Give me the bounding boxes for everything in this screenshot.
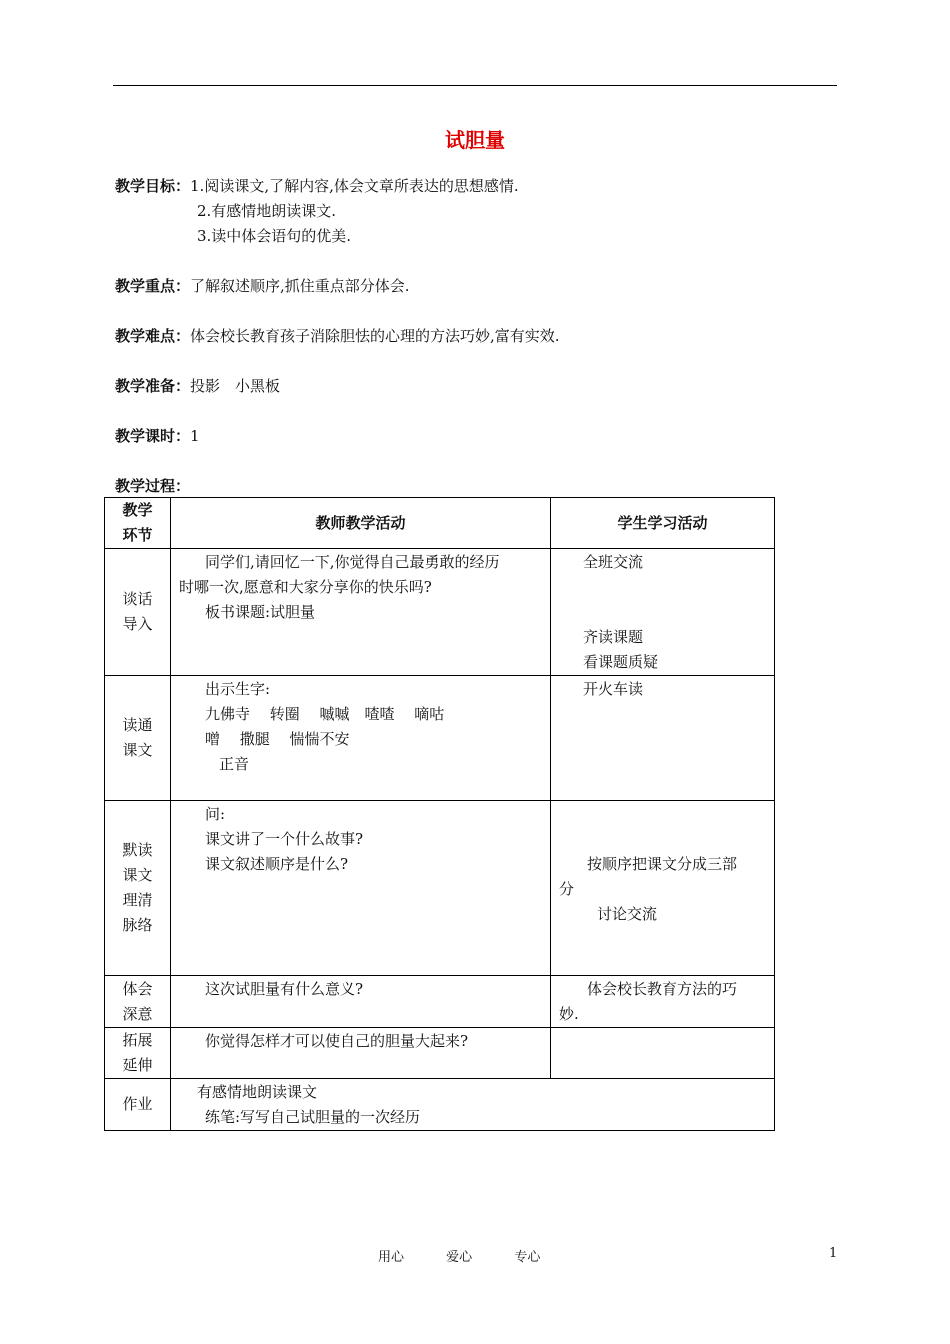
stage-text: 体会 (122, 979, 153, 998)
teacher-text: 噌 撒腿 惴惴不安 (205, 730, 350, 748)
stage-text: 导入 (122, 615, 153, 633)
goal-item-3: 3.读中体会语句的优美. (197, 227, 352, 245)
homework-text: 有感情地朗读课文 (197, 1083, 318, 1101)
goals-line (115, 174, 519, 199)
teacher-text: 你觉得怎样才可以使自己的胆量大起来? (205, 1032, 469, 1050)
table-row (105, 549, 775, 676)
stage-cell (105, 976, 171, 1028)
stage-text: 脉络 (122, 916, 153, 934)
stage-cell (105, 801, 171, 976)
student-text: 全班交流 (583, 553, 644, 571)
page-number: 1 (829, 1246, 838, 1261)
stage-text: 默读 (122, 841, 153, 859)
header-stage-line-2: 环节 (122, 526, 153, 544)
goal-item-1: 1.阅读课文,了解内容,体会文章所表达的思想感情. (190, 177, 519, 195)
student-text: 看课题质疑 (583, 653, 659, 671)
teacher-cell (171, 801, 551, 976)
difficulty-label: 教学难点： (115, 327, 191, 345)
preparation-label: 教学准备： (115, 377, 191, 395)
header-rule (113, 85, 837, 86)
table-row (105, 1079, 775, 1131)
student-text: 分 (559, 880, 575, 898)
teacher-text: 板书课题:试胆量 (205, 603, 316, 621)
stage-cell (105, 549, 171, 676)
stage-text: 理清 (122, 891, 153, 909)
stage-cell (105, 1079, 171, 1131)
header-teacher: 教师教学活动 (171, 498, 551, 549)
student-text: 按顺序把课文分成三部 (587, 855, 738, 873)
stage-text: 读通 (122, 716, 153, 734)
stage-cell (105, 1028, 171, 1079)
teacher-text: 时哪一次,愿意和大家分享你的快乐吗? (179, 578, 432, 596)
teacher-text: 问: (205, 805, 226, 823)
preparation-text: 投影 小黑板 (190, 377, 281, 395)
table-row (105, 1028, 775, 1079)
footer-item: 爱心 (446, 1250, 473, 1265)
stage-text: 课文 (122, 741, 153, 759)
stage-text: 拓展 (122, 1031, 153, 1049)
teacher-cell (171, 1028, 551, 1079)
homework-cell (171, 1079, 775, 1131)
teacher-text: 课文讲了一个什么故事? (205, 830, 364, 848)
student-text: 开火车读 (583, 680, 644, 698)
goal-item-2: 2.有感情地朗读课文. (197, 202, 337, 220)
header-student: 学生学习活动 (551, 498, 775, 549)
student-cell (551, 676, 775, 801)
student-cell (551, 801, 775, 976)
periods-label: 教学课时： (115, 427, 191, 445)
preparation-line (115, 374, 280, 399)
footer-motto (378, 1246, 578, 1265)
key-point-line (115, 274, 410, 299)
table-header-row (105, 498, 775, 549)
periods-text: 1 (190, 427, 200, 445)
header-stage-line-1: 教学 (122, 501, 153, 519)
teacher-text: 这次试胆量有什么意义? (205, 980, 364, 998)
teacher-cell (171, 549, 551, 676)
key-point-text: 了解叙述顺序,抓住重点部分体会. (190, 277, 410, 295)
student-text: 讨论交流 (597, 905, 658, 923)
periods-line (115, 424, 200, 449)
stage-text: 延伸 (122, 1056, 153, 1074)
process-label: 教学过程： (115, 477, 191, 495)
difficulty-text: 体会校长教育孩子消除胆怯的心理的方法巧妙,富有实效. (190, 327, 560, 345)
student-text: 体会校长教育方法的巧 (587, 980, 738, 998)
student-text: 齐读课题 (583, 628, 644, 646)
process-line (115, 474, 190, 499)
student-cell (551, 1028, 775, 1079)
stage-text: 作业 (122, 1095, 153, 1113)
stage-cell (105, 676, 171, 801)
footer-item: 用心 (378, 1250, 405, 1265)
teacher-text: 出示生字: (205, 680, 271, 698)
header-stage (105, 498, 171, 549)
stage-text: 课文 (122, 866, 153, 884)
page-title: 试胆量 (445, 128, 505, 152)
student-text: 妙. (559, 1005, 579, 1023)
process-table (104, 497, 775, 1131)
table-row (105, 801, 775, 976)
table-row (105, 676, 775, 801)
teacher-text: 课文叙述顺序是什么? (205, 855, 349, 873)
key-point-label: 教学重点： (115, 277, 191, 295)
stage-text: 深意 (122, 1004, 153, 1023)
teacher-text: 正音 (219, 755, 250, 773)
student-cell (551, 549, 775, 676)
goals-label: 教学目标： (115, 177, 191, 195)
footer-item: 专心 (514, 1250, 541, 1265)
teacher-text: 九佛寺 转圈 嘁嘁 喳喳 嘀咕 (205, 705, 445, 723)
teacher-cell (171, 676, 551, 801)
homework-text: 练笔:写写自己试胆量的一次经历 (205, 1108, 421, 1126)
teacher-cell (171, 976, 551, 1028)
table-row (105, 976, 775, 1028)
difficulty-line (115, 324, 560, 349)
teacher-text: 同学们,请回忆一下,你觉得自己最勇敢的经历 (205, 553, 500, 571)
stage-text: 谈话 (122, 590, 153, 608)
student-cell (551, 976, 775, 1028)
